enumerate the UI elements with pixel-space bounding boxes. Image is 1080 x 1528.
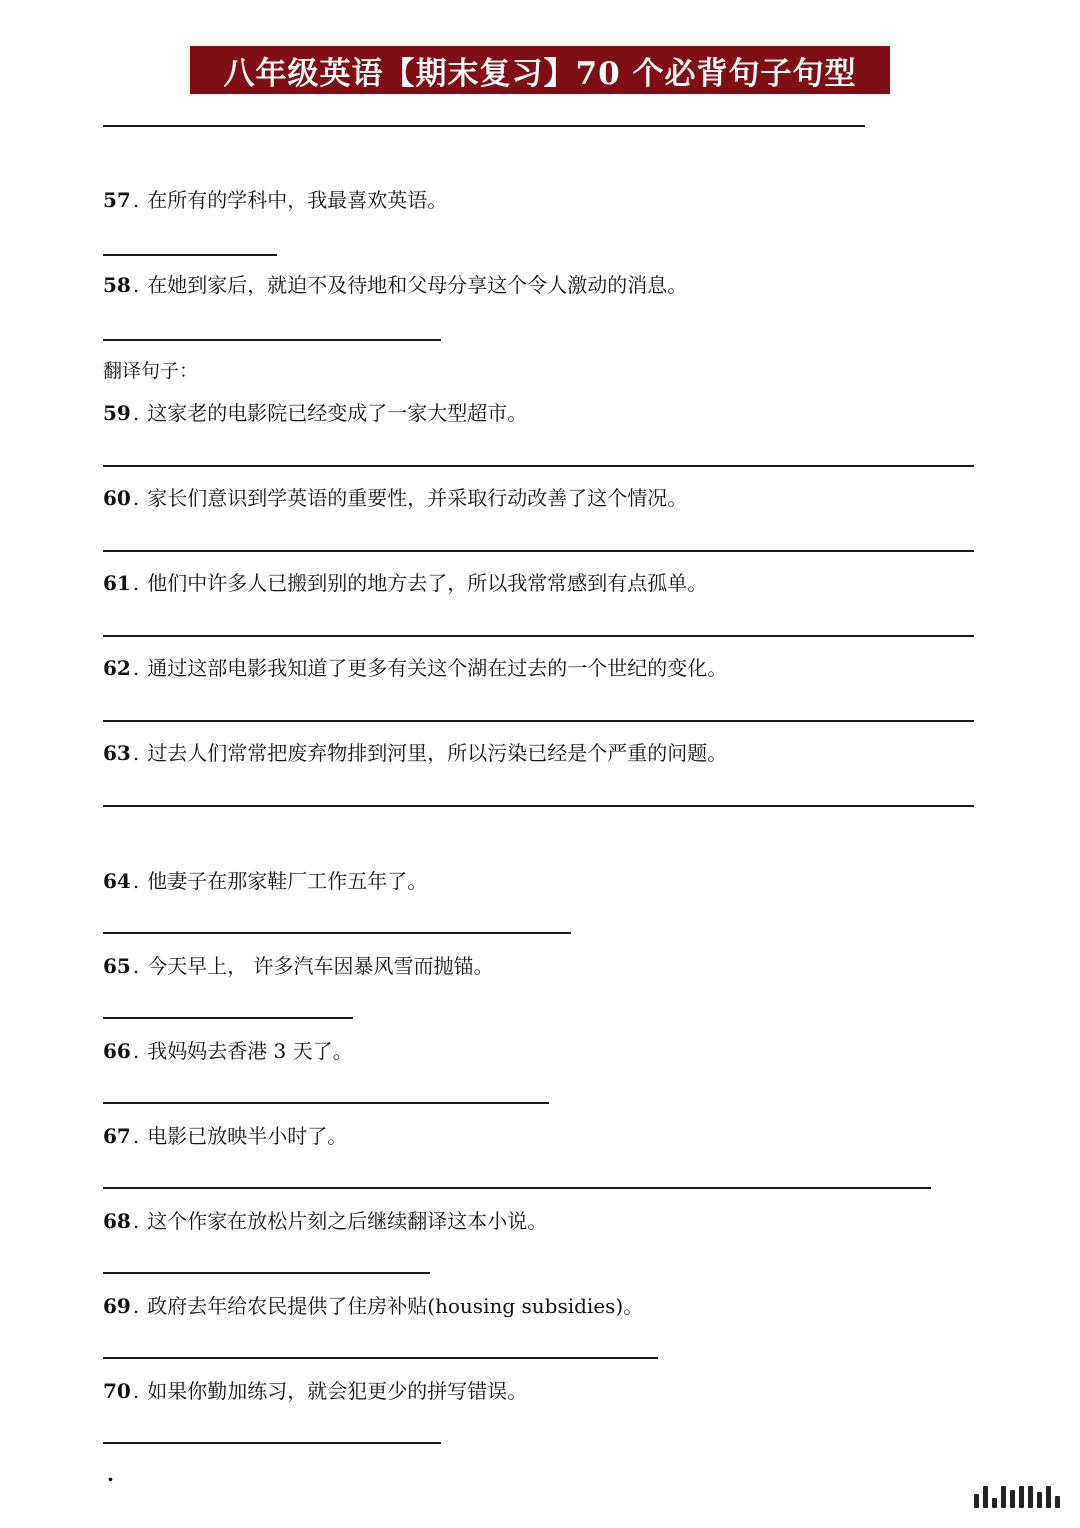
question-text: 我妈妈去香港 3 天了。 (147, 1039, 353, 1063)
question-text: 这个作家在放松片刻之后继续翻译这本小说。 (147, 1209, 548, 1233)
question-text: 在她到家后，就迫不及待地和父母分享这个令人激动的消息。 (147, 273, 688, 297)
answer-line (103, 932, 571, 934)
question-number: 63 (103, 741, 131, 765)
question-67: 67 . 电影已放映半小时了。 (103, 1124, 348, 1148)
question-58: 58 . 在她到家后，就迫不及待地和父母分享这个令人激动的消息。 (103, 273, 688, 297)
question-text: 政府去年给农民提供了住房补贴(housing subsidies)。 (147, 1294, 644, 1318)
question-70: 70 . 如果你勤加练习，就会犯更少的拼写错误。 (103, 1379, 528, 1403)
question-text: 过去人们常常把废弃物排到河里，所以污染已经是个严重的问题。 (147, 741, 728, 765)
question-text: 今天早上， 许多汽车因暴风雪而抛锚。 (147, 954, 494, 978)
answer-line (103, 1017, 353, 1019)
question-number: 57 (103, 188, 131, 212)
question-number: 66 (103, 1039, 131, 1063)
question-number: 60 (103, 486, 131, 510)
question-61: 61 . 他们中许多人已搬到别的地方去了，所以我常常感到有点孤单。 (103, 571, 708, 595)
answer-line (103, 720, 974, 722)
question-number: 59 (103, 401, 131, 425)
question-text: 这家老的电影院已经变成了一家大型超市。 (147, 401, 528, 425)
answer-line (103, 805, 974, 807)
question-number: 70 (103, 1379, 131, 1403)
question-65: 65 . 今天早上， 许多汽车因暴风雪而抛锚。 (103, 954, 494, 978)
question-60: 60 . 家长们意识到学英语的重要性，并采取行动改善了这个情况。 (103, 486, 688, 510)
answer-line (103, 1187, 931, 1189)
answer-line (103, 550, 974, 552)
question-66: 66 . 我妈妈去香港 3 天了。 (103, 1039, 353, 1063)
question-69: 69 . 政府去年给农民提供了住房补贴(housing subsidies)。 (103, 1294, 644, 1318)
answer-line (103, 125, 865, 127)
question-68: 68 . 这个作家在放松片刻之后继续翻译这本小说。 (103, 1209, 548, 1233)
question-number: 65 (103, 954, 131, 978)
question-63: 63 . 过去人们常常把废弃物排到河里，所以污染已经是个严重的问题。 (103, 741, 728, 765)
answer-line (103, 1272, 430, 1274)
question-number: 61 (103, 571, 131, 595)
question-text: 如果你勤加练习，就会犯更少的拼写错误。 (147, 1379, 528, 1403)
question-62: 62 . 通过这部电影我知道了更多有关这个湖在过去的一个世纪的变化。 (103, 656, 728, 680)
question-text: 他们中许多人已搬到别的地方去了，所以我常常感到有点孤单。 (147, 571, 708, 595)
end-mark: . (107, 1462, 114, 1486)
question-text: 电影已放映半小时了。 (147, 1124, 348, 1148)
section-label: 翻译句子： (103, 360, 199, 382)
question-64: 64 . 他妻子在那家鞋厂工作五年了。 (103, 869, 428, 893)
answer-line (103, 1102, 549, 1104)
question-text: 他妻子在那家鞋厂工作五年了。 (147, 869, 428, 893)
answer-line (103, 339, 441, 341)
answer-line (103, 635, 974, 637)
question-number: 64 (103, 869, 131, 893)
question-text: 家长们意识到学英语的重要性，并采取行动改善了这个情况。 (147, 486, 688, 510)
question-number: 68 (103, 1209, 131, 1233)
question-number: 62 (103, 656, 131, 680)
answer-line (103, 1357, 658, 1359)
page-title: 八年级英语【期末复习】70 个必背句子句型 (190, 46, 890, 94)
answer-line (103, 254, 277, 256)
answer-line (103, 465, 974, 467)
question-number: 58 (103, 273, 131, 297)
question-text: 通过这部电影我知道了更多有关这个湖在过去的一个世纪的变化。 (147, 656, 728, 680)
question-number: 67 (103, 1124, 131, 1148)
watermark-logo (974, 1486, 1060, 1508)
question-59: 59 . 这家老的电影院已经变成了一家大型超市。 (103, 401, 528, 425)
answer-line (103, 1442, 441, 1444)
question-number: 69 (103, 1294, 131, 1318)
question-text: 在所有的学科中，我最喜欢英语。 (147, 188, 448, 212)
question-57: 57 . 在所有的学科中，我最喜欢英语。 (103, 188, 448, 212)
